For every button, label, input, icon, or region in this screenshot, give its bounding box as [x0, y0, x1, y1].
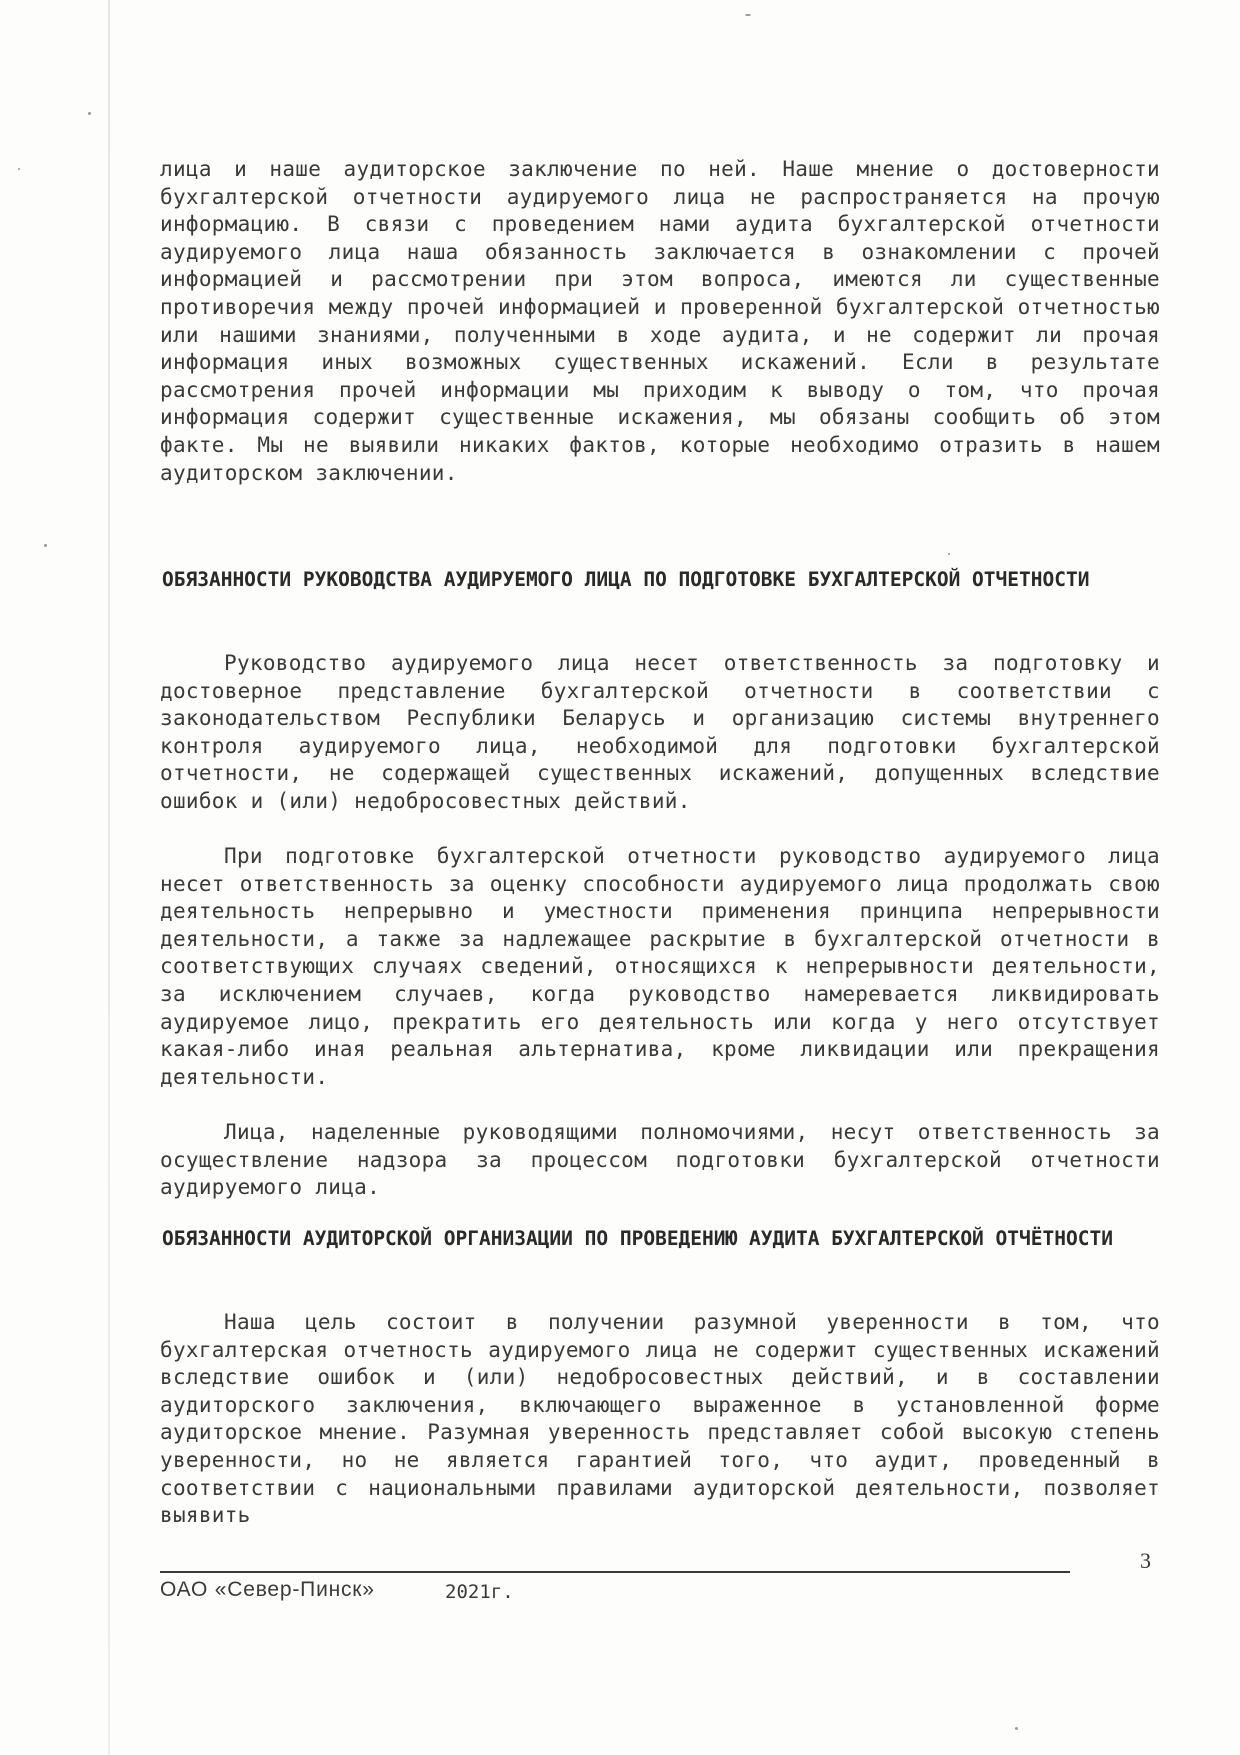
- footer-rule: [160, 1571, 1070, 1573]
- section-heading-management: ОБЯЗАННОСТИ РУКОВОДСТВА АУДИРУЕМОГО ЛИЦА ПО ПОДГОТОВКЕ БУХГАЛТЕРСКОЙ ОТЧЕТНОСТИ: [162, 568, 1090, 591]
- section-heading-auditor: ОБЯЗАННОСТИ АУДИТОРСКОЙ ОРГАНИЗАЦИИ ПО ПРОВЕДЕНИЮ АУДИТА БУХГАЛТЕРСКОЙ ОТЧЁТНОСТИ: [162, 1227, 1113, 1250]
- auditor-paragraph-1: Наша цель состоит в получении разумной уверенности в том, что бухгалтерская отчетность аудируемого лица не содержит существенных искажений вследствие ошибок и (или) недобросовестных действий, и в составлении аудиторского заключения, включающего выраженное в установленной форме аудиторское мнение. Разумная уверенность представляет собой высокую степень уверенности, но не является гарантией того, что аудит, проведенный в соответствии с национальными правилами аудиторской деятельности, позволяет выявить: [160, 1310, 1160, 1528]
- footer-company-name: ОАО «Север-Пинск»: [160, 1578, 375, 1601]
- page-number: 3: [1140, 1548, 1151, 1573]
- management-paragraph-2: При подготовке бухгалтерской отчетности руководство аудируемого лица несет ответственность за оценку способности аудируемого лица продолжать свою деятельность непрерывно и уместности применения принципа непрерывности деятельности, а также за надлежащее раскрытие в бухгалтерской отчетности в соответствующих случаях сведений, относящихся к непрерывности деятельности, за исключением случаев, когда руководство намеревается ликвидировать аудируемое лицо, прекратить его деятельность или когда у него отсутствует какая-либо иная реальная альтернатива, кроме ликвидации или прекращения деятельности.: [160, 844, 1160, 1089]
- scan-speck: [44, 544, 47, 547]
- scan-left-edge: [108, 0, 110, 1755]
- intro-paragraph: лица и наше аудиторское заключение по ней. Наше мнение о достоверности бухгалтерской отчетности аудируемого лица не распространяется на прочую информацию. В связи с проведением нами аудита бухгалтерской отчетности аудируемого лица наша обязанность заключается в ознакомлении с прочей информацией и рассмотрении при этом вопроса, имеются ли существенные противоречия между прочей информацией и проверенной бухгалтерской отчетностью или нашими знаниями, полученными в ходе аудита, и не содержит ли прочая информация иных возможных существенных искажений. Если в результате рассмотрения прочей информации мы приходим к выводу о том, что прочая информация содержит существенные искажения, мы обязаны сообщить об этом факте. Мы не выявили никаких фактов, которые необходимо отразить в нашем аудиторском заключении.: [160, 157, 1160, 485]
- scan-speck: [745, 14, 751, 16]
- scan-speck: [18, 168, 20, 170]
- scan-speck: [1015, 1727, 1018, 1730]
- scan-speck: [88, 112, 91, 115]
- management-paragraph-3: Лица, наделенные руководящими полномочиями, несут ответственность за осуществление надзора за процессом подготовки бухгалтерской отчетности аудируемого лица.: [160, 1120, 1160, 1200]
- management-paragraph-1: Руководство аудируемого лица несет ответственность за подготовку и достоверное представление бухгалтерской отчетности в соответствии с законодательством Республики Беларусь и организацию системы внутреннего контроля аудируемого лица, необходимой для подготовки бухгалтерской отчетности, не содержащей существенных искажений, допущенных вследствие ошибок и (или) недобросовестных действий.: [160, 651, 1160, 813]
- footer-year: 2021г.: [445, 1581, 514, 1603]
- scan-speck: [948, 553, 950, 555]
